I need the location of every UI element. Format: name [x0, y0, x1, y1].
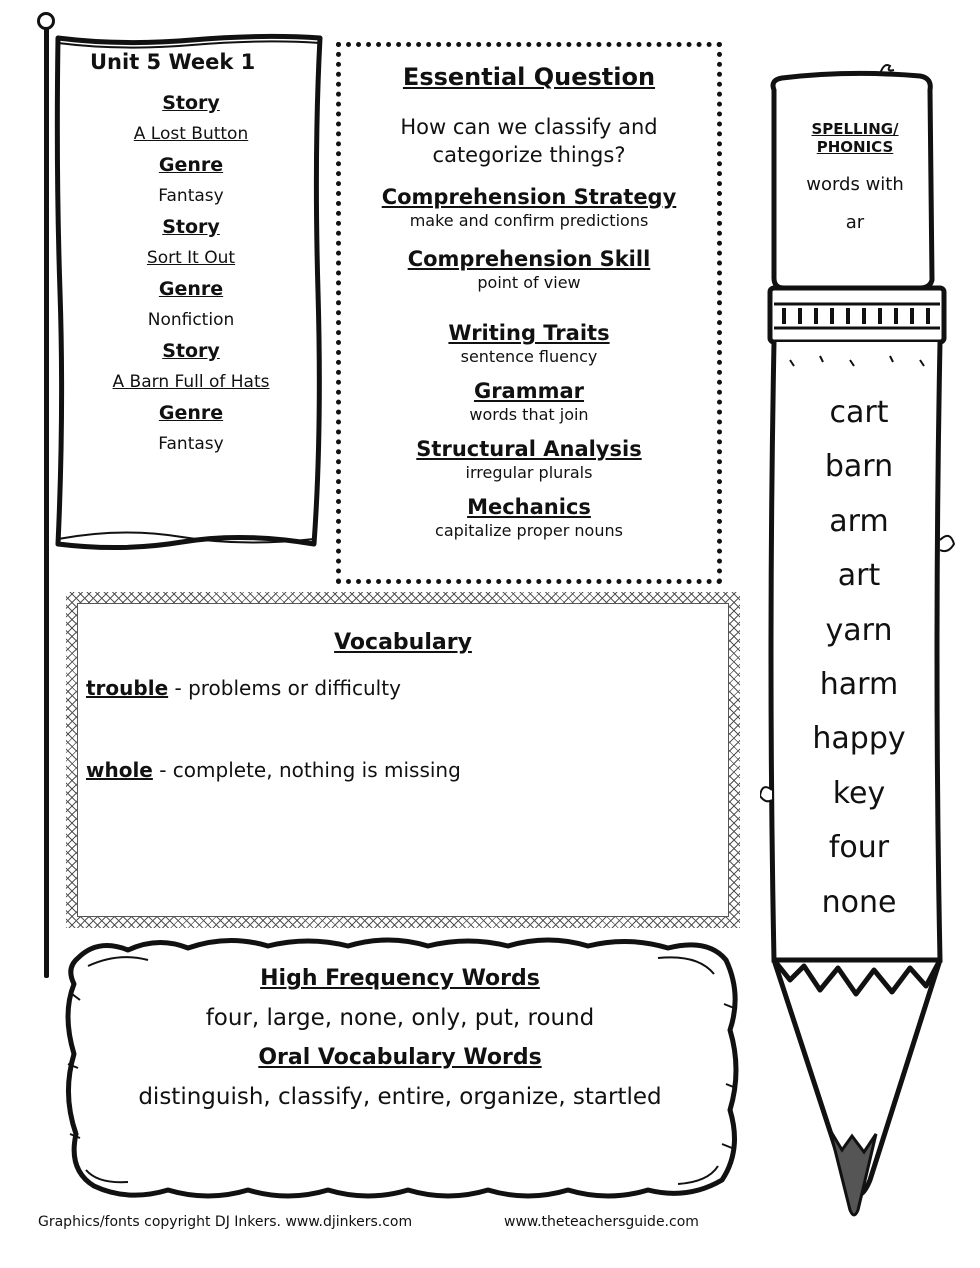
vocabulary-entry	[86, 758, 461, 782]
story-title: A Barn Full of Hats	[112, 372, 270, 392]
oral-vocabulary-words: distinguish, classify, entire, organize, startled	[138, 1084, 662, 1110]
spelling-word: none	[821, 884, 897, 920]
story-title: A Lost Button	[133, 124, 249, 144]
copyright-footer: Graphics/fonts copyright DJ Inkers. www.djinkers.com	[38, 1214, 413, 1230]
vocabulary-box	[66, 592, 740, 928]
high-frequency-words: four, large, none, only, put, round	[205, 1005, 595, 1031]
high-frequency-cloud	[58, 934, 742, 1204]
story-label: Story	[162, 340, 220, 362]
section-detail: words that join	[469, 405, 589, 424]
section-detail: irregular plurals	[465, 463, 593, 482]
section-mechanics	[341, 493, 717, 541]
unit-title: Unit 5 Week 1	[90, 50, 256, 74]
story-title: Sort It Out	[146, 248, 236, 268]
vocabulary-definition: - problems or difficulty	[168, 676, 401, 700]
spelling-word: cart	[829, 395, 889, 430]
section-heading: Writing Traits	[448, 321, 610, 345]
section-detail: point of view	[477, 273, 581, 292]
genre-label: Genre	[158, 402, 224, 424]
section-detail: sentence fluency	[460, 347, 598, 366]
genre-label: Genre	[158, 154, 224, 176]
vocabulary-panel	[78, 604, 728, 916]
high-frequency-title: High Frequency Words	[260, 966, 540, 991]
section-heading: Mechanics	[467, 495, 591, 519]
oral-vocabulary-title: Oral Vocabulary Words	[258, 1045, 542, 1070]
section-heading: Comprehension Skill	[407, 247, 651, 271]
genre-value: Fantasy	[158, 186, 224, 206]
spelling-word: yarn	[825, 612, 893, 648]
section-grammar	[341, 377, 717, 425]
section-structural-analysis	[341, 435, 717, 483]
essential-question-box	[336, 42, 722, 584]
spelling-word: barn	[824, 449, 894, 485]
question-line: categorize things?	[432, 143, 626, 167]
spelling-title	[770, 120, 940, 156]
spelling-word: key	[832, 775, 886, 811]
genre-value: Fantasy	[158, 434, 224, 454]
section-writing-traits	[341, 319, 717, 367]
story-flag	[52, 32, 324, 552]
website-footer: www.theteachersguide.com	[504, 1214, 699, 1230]
spelling-word: arm	[829, 503, 889, 539]
vocabulary-word: whole	[86, 758, 153, 782]
spelling-pattern: ar	[845, 212, 865, 233]
section-heading: Grammar	[473, 379, 585, 403]
spelling-word: four	[828, 830, 890, 866]
spelling-pencil	[760, 60, 960, 1240]
section-heading: Comprehension Strategy	[381, 185, 677, 209]
spelling-word: harm	[819, 666, 899, 702]
vocabulary-word: trouble	[86, 676, 169, 700]
spelling-word-list	[774, 386, 944, 930]
spelling-title-line: PHONICS	[816, 138, 894, 156]
section-heading: Structural Analysis	[416, 437, 642, 461]
high-frequency-content	[58, 966, 742, 1110]
section-detail: make and confirm predictions	[409, 211, 649, 230]
genre-label: Genre	[158, 278, 224, 300]
essential-question-title: Essential Question	[402, 63, 656, 91]
vocabulary-entry	[86, 676, 401, 700]
essential-question-text	[341, 113, 717, 169]
story-label: Story	[162, 216, 220, 238]
story-label: Story	[162, 92, 220, 114]
vocabulary-title: Vocabulary	[334, 630, 472, 655]
section-detail: capitalize proper nouns	[435, 521, 623, 540]
section-comprehension-strategy	[341, 183, 717, 231]
spelling-subtitle: words with	[806, 174, 904, 195]
spelling-title-line: SPELLING/	[811, 120, 899, 138]
flag-pole	[44, 18, 49, 978]
spelling-word: happy	[812, 721, 906, 757]
genre-value: Nonfiction	[147, 310, 235, 330]
spelling-word: art	[837, 558, 881, 594]
question-line: How can we classify and	[400, 115, 658, 139]
flag-knob-icon	[37, 12, 55, 30]
vocabulary-definition: - complete, nothing is missing	[152, 758, 461, 782]
section-comprehension-skill	[341, 245, 717, 293]
